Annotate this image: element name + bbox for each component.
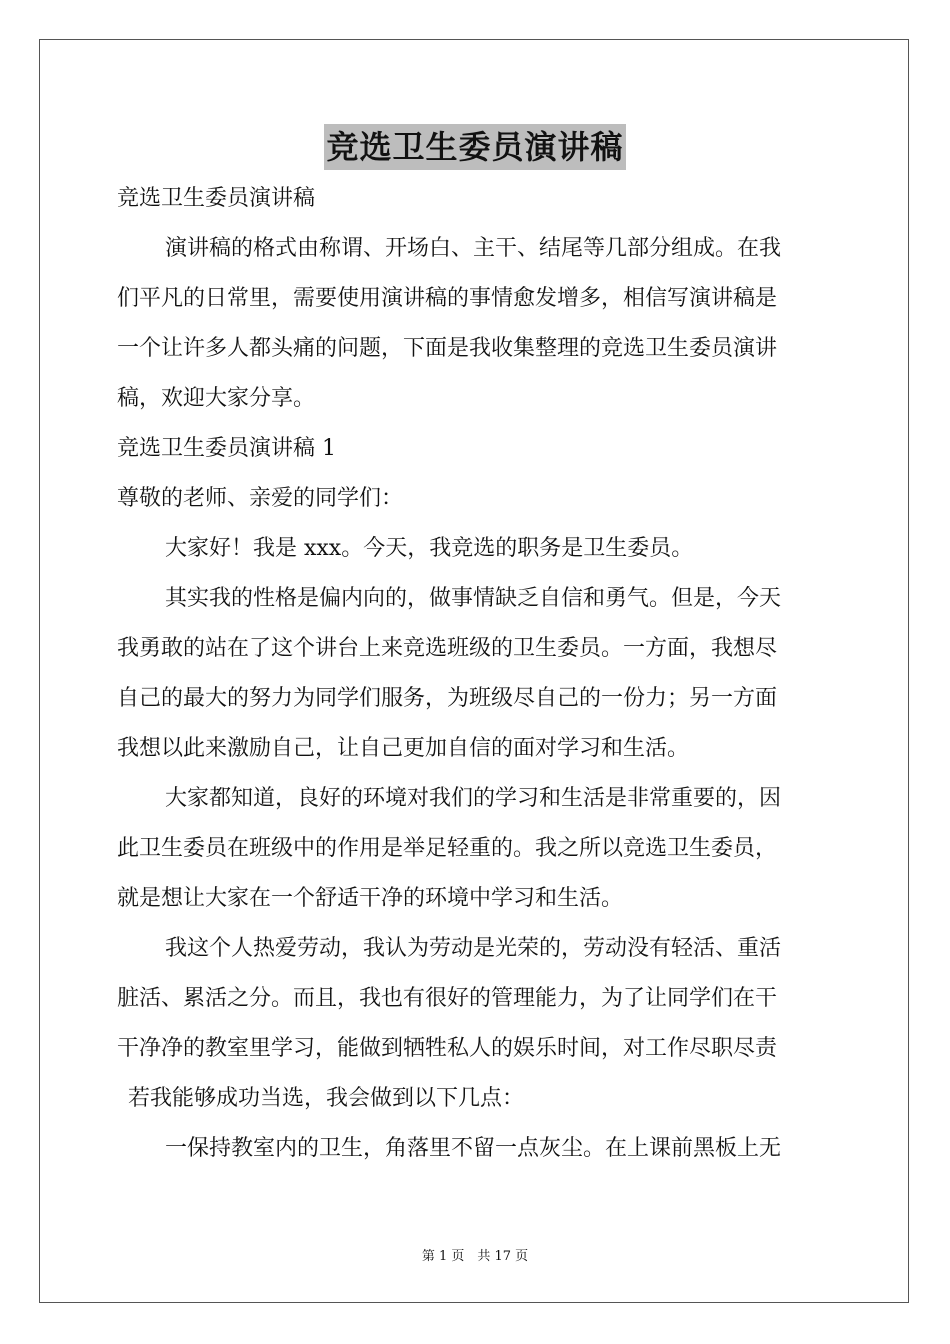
paragraph-line: 其实我的性格是偏内向的，做事情缺乏自信和勇气。但是，今天: [165, 586, 782, 611]
salutation-line: 尊敬的老师、亲爱的同学们：: [117, 486, 404, 511]
paragraph-line: 我这个人热爱劳动，我认为劳动是光荣的，劳动没有轻活、重活: [165, 936, 782, 961]
paragraph-line: 此卫生委员在班级中的作用是举足轻重的。我之所以竞选卫生委员，: [117, 836, 778, 861]
paragraph-line: 们平凡的日常里，需要使用演讲稿的事情愈发增多，相信写演讲稿是: [117, 286, 778, 311]
section-heading: 竞选卫生委员演讲稿 1: [117, 436, 336, 461]
subtitle-line: 竞选卫生委员演讲稿: [117, 186, 316, 211]
paragraph-line: 大家都知道，良好的环境对我们的学习和生活是非常重要的，因: [165, 786, 782, 811]
document-title-wrapper: [0, 124, 950, 170]
paragraph-line: 我勇敢的站在了这个讲台上来竞选班级的卫生委员。一方面，我想尽: [117, 636, 778, 661]
paragraph-line: 大家好！我是 xxx。今天，我竞选的职务是卫生委员。: [165, 536, 694, 561]
paragraph-line: 一个让许多人都头痛的问题，下面是我收集整理的竞选卫生委员演讲: [117, 336, 778, 361]
paragraph-line: 若我能够成功当选，我会做到以下几点：: [128, 1086, 525, 1111]
document-title: 竞选卫生委员演讲稿: [324, 124, 625, 170]
paragraph-line: 自己的最大的努力为同学们服务，为班级尽自己的一份力；另一方面: [117, 686, 778, 711]
paragraph-line: 干净净的教室里学习，能做到牺牲私人的娱乐时间，对工作尽职尽责: [117, 1036, 778, 1061]
paragraph-line: 我想以此来激励自己，让自己更加自信的面对学习和生活。: [117, 736, 690, 761]
paragraph-line: 一保持教室内的卫生，角落里不留一点灰尘。在上课前黑板上无: [165, 1136, 782, 1161]
paragraph-line: 演讲稿的格式由称谓、开场白、主干、结尾等几部分组成。在我: [165, 236, 782, 261]
paragraph-line: 脏活、累活之分。而且，我也有很好的管理能力，为了让同学们在干: [117, 986, 778, 1011]
page-footer: 第 1 页 共 17 页: [421, 1249, 529, 1264]
paragraph-line: 就是想让大家在一个舒适干净的环境中学习和生活。: [117, 886, 624, 911]
paragraph-line: 稿，欢迎大家分享。: [117, 386, 316, 411]
